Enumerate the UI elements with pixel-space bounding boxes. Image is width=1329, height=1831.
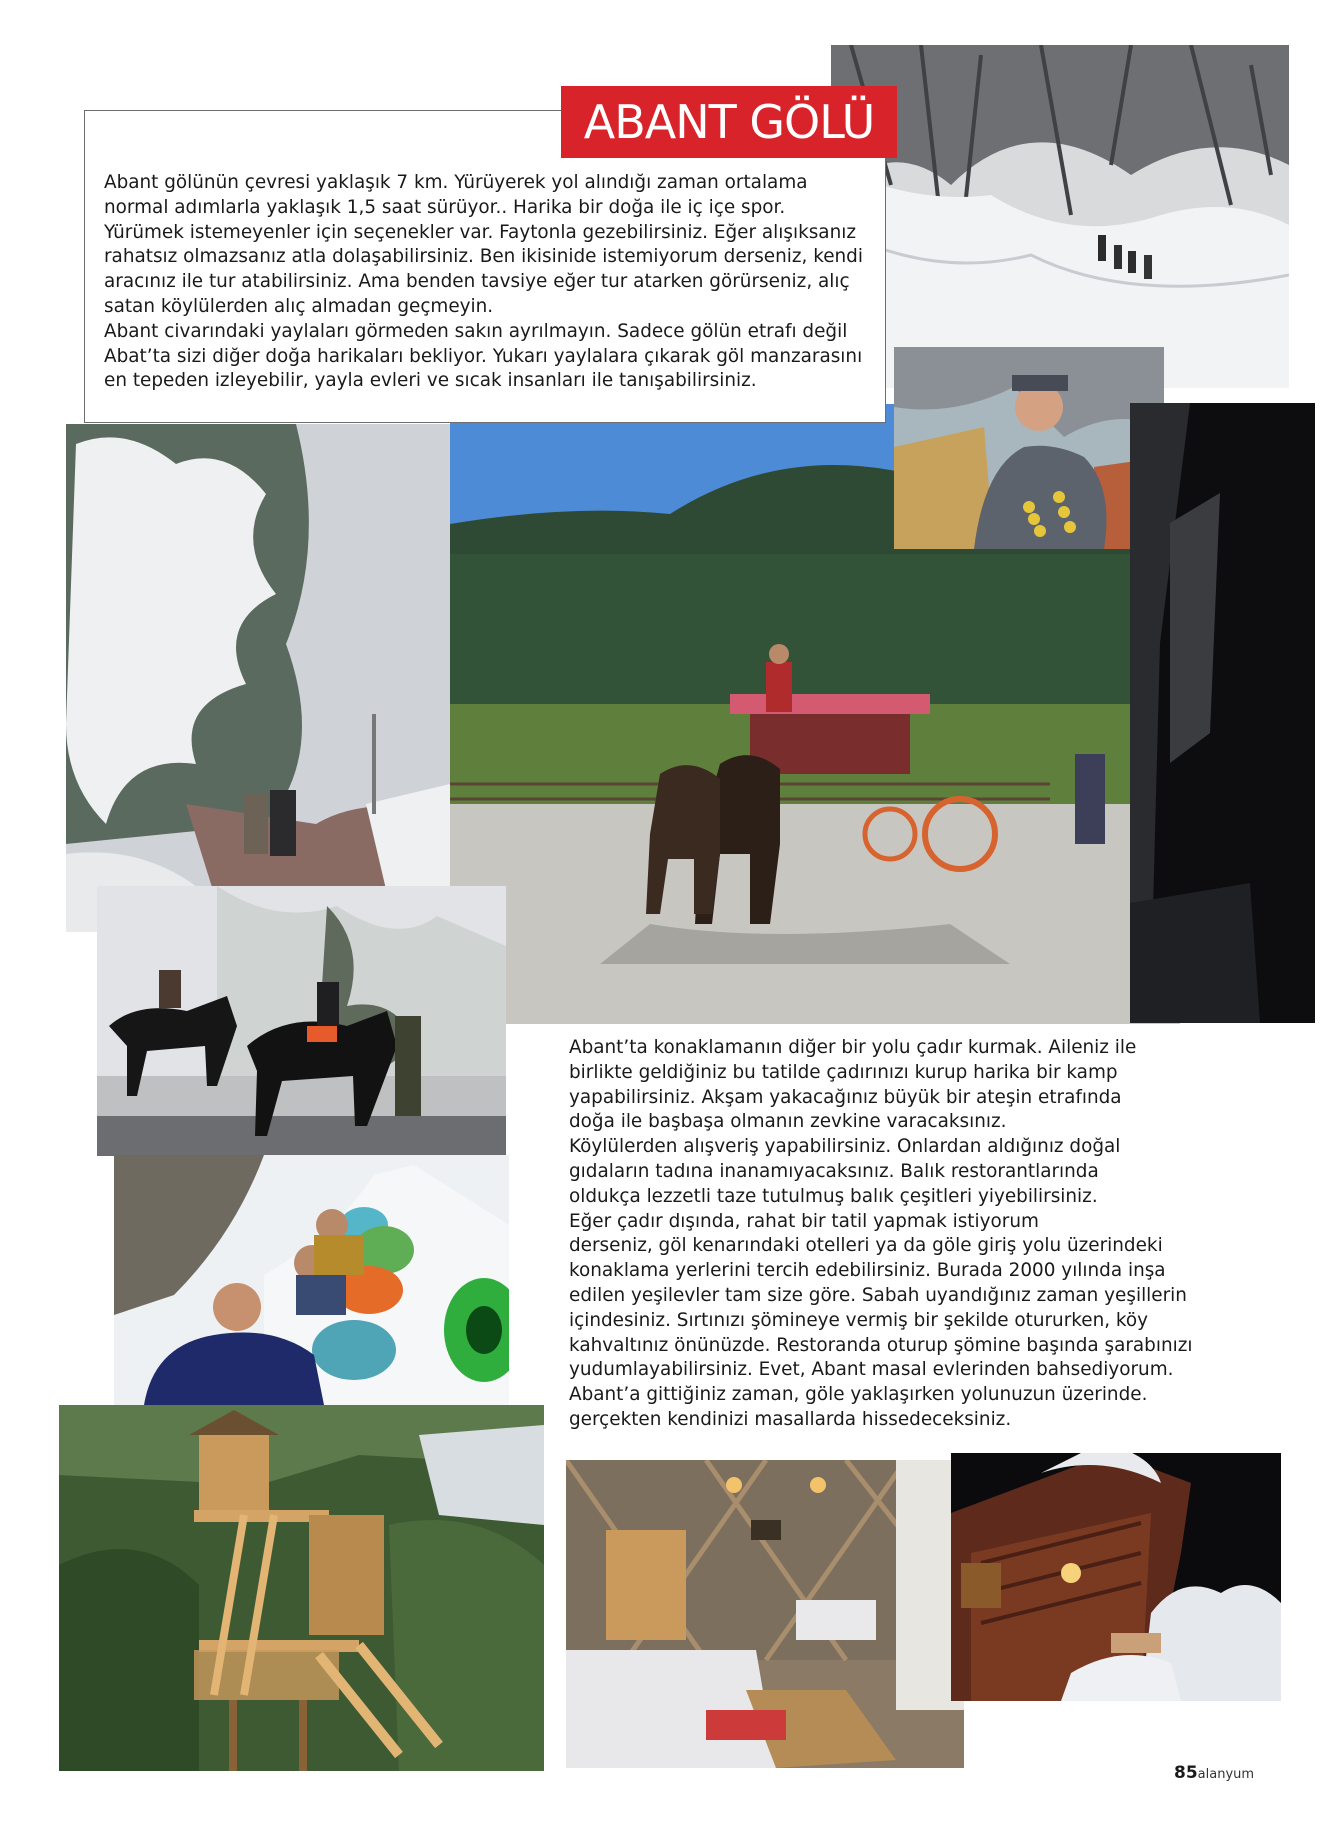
intro-paragraph: Abant gölünün çevresi yaklaşık 7 km. Yürüyerek yol alındığı zaman ortalama normal adımlarla yaklaşık 1,5 saat sürüyor.. Harika bir doğa ile iç içe spor. Yürümek istemeyenler için seçenekler var. Faytonla gezebilirsiniz. Eğer alışıksanız rahatsız olmazsanız atla dolaşabilirsiniz. Ben ikisinide istemiyorum derseniz, kendi aracınız ile tur atabilirsiniz. Ama benden tavsiye eğer tur atarken görürseniz, alıç satan köylülerden alıç almadan geçmeyin. — [104, 172, 863, 317]
villager-selling-beads-photo — [894, 347, 1164, 549]
page-title: ABANT GÖLÜ — [561, 86, 897, 158]
accommodation-article — [569, 1036, 1209, 1433]
snow-tubing-photo — [114, 1155, 509, 1405]
article-paragraph: Eğer çadır dışında, rahat bir tatil yapmak istiyorum derseniz, göl kenarındaki otelleri ya da göle giriş yolu üzerindeki konaklama yerlerini tercih edebilirsiniz. Burada 2000 yılında inşa edilen yeşilevler tam size göre. Sabah uyandığınız zaman yeşillerin içindesiniz. Sırtınızı şömineye vermiş bir şekilde otururken, köy kahvaltınız önünüzde. Restoranda oturup şömine başında şarabınızı yudumlayabilirsiniz. Evet, Abant masal evlerinden bahsediyorum. Abant’a gittiğiniz zaman, göle yaklaşırken yolunuzun üzerinde. gerçekten kendinizi masallarda hissedeceksiniz. — [569, 1210, 1193, 1430]
intro-article — [104, 171, 884, 394]
stone-bedroom-photo — [566, 1460, 964, 1768]
article-paragraph: Abant’ta konaklamanın diğer bir yolu çadır kurmak. Aileniz ile birlikte geldiğiniz bu tatilde çadırınızı kurup harika bir kamp yapabilirsiniz. Akşam yakacağınız büyük bir ateşin etrafında doğa ile başbaşa olmanın zevkine varacaksınız. — [569, 1037, 1137, 1133]
page-footer — [1174, 1763, 1254, 1783]
horse-riders-snow-photo — [97, 886, 506, 1156]
snow-forest-hikers-photo — [831, 45, 1289, 388]
page-number: 85 — [1174, 1763, 1198, 1783]
tree-house-photo — [59, 1405, 544, 1771]
dark-interior-strip-photo — [1130, 403, 1315, 1023]
intro-paragraph: Abant civarındaki yaylaları görmeden sakın ayrılmayın. Sadece gölün etrafı değil Abat’ta sizi diğer doğa harikaları bekliyor. Yukarı yaylalara çıkarak göl manzarasını en tepeden izleyebilir, yayla evleri ve sıcak insanları ile tanışabilirsiniz. — [104, 320, 863, 392]
article-paragraph: Köylülerden alışveriş yapabilirsiniz. Onlardan aldığınız doğal gıdaların tadına inanamıyacaksınız. Balık restorantlarında oldukça lezzetli taze tutulmuş balık çeşitleri yiyebilirsiniz. — [569, 1136, 1121, 1207]
magazine-brand: alanyum — [1197, 1767, 1255, 1782]
chalet-night-snow-photo — [951, 1453, 1281, 1701]
snowy-park-couple-photo — [66, 424, 450, 932]
